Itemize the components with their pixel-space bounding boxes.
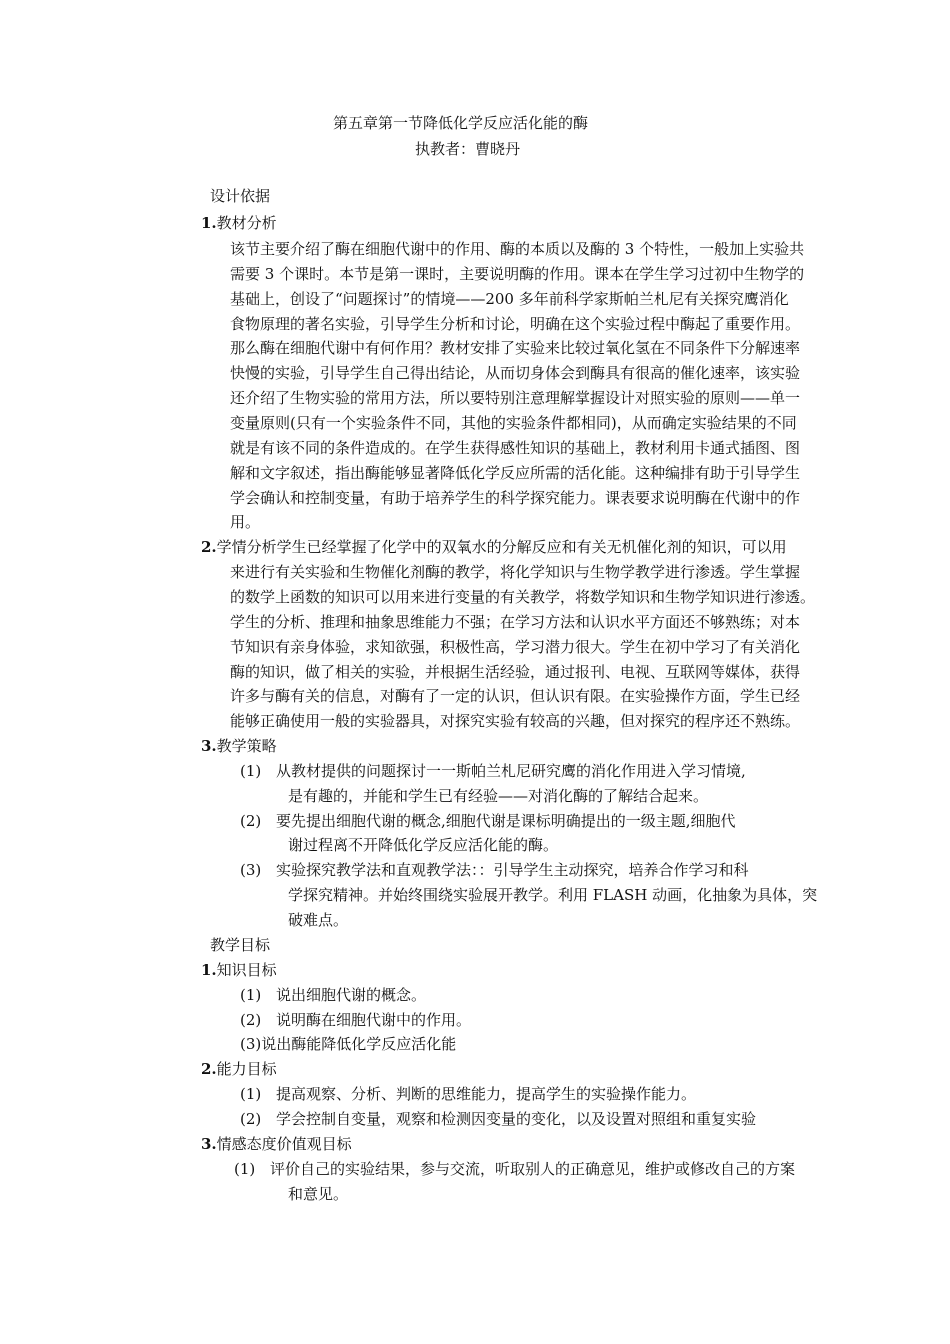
sub-item-text: 学会控制自变量，观察和检测因变量的变化，以及设置对照组和重复实验 <box>276 1110 757 1128</box>
item-number: 3. <box>201 1135 217 1153</box>
paragraph-line: 食物原理的著名实验，引导学生分析和讨论，明确在这个实验过程中酶起了重要作用。 <box>230 315 801 333</box>
document-title: 第五章第一节降低化学反应活化能的酶 <box>333 114 589 132</box>
sub-item-text: 评价自己的实验结果，参与交流，听取别人的正确意见，维护或修改自己的方案 <box>270 1160 796 1178</box>
sub-item-number: (1) <box>240 1085 262 1103</box>
sub-item-text: 是有趣的，并能和学生已有经验——对消化酶的了解结合起来。 <box>288 787 709 805</box>
item-heading-knowledge-objectives <box>201 960 277 980</box>
item-heading-ability-objectives <box>201 1059 277 1079</box>
item-number: 2. <box>201 1060 217 1078</box>
paragraph-line: 那么酶在细胞代谢中有何作用？教材安排了实验来比较过氧化氢在不同条件下分解速率 <box>230 339 801 357</box>
item-heading-learner-analysis <box>201 537 787 557</box>
item-number: 1. <box>201 214 217 232</box>
paragraph-line: 基础上，创设了“问题探讨”的情境——200 多年前科学家斯帕兰札尼有关探究鹰消化 <box>230 290 789 308</box>
paragraph-line: 来进行有关实验和生物催化剂酶的教学，将化学知识与生物学教学进行渗透。学生掌握 <box>230 563 801 581</box>
sub-item-text: 说明酶在细胞代谢中的作用。 <box>276 1011 472 1029</box>
sub-item-text: 破难点。 <box>288 911 349 929</box>
item-first-line: 学情分析学生已经掌握了化学中的双氧水的分解反应和有关无机催化剂的知识，可以用 <box>216 538 787 556</box>
item-title: 教学策略 <box>216 737 277 755</box>
paragraph-line: 用。 <box>230 513 261 531</box>
item-title: 情感态度价值观目标 <box>216 1135 352 1153</box>
paragraph-line: 酶的知识，做了相关的实验，并根据生活经验，通过报刊、电视、互联网等媒体，获得 <box>230 663 801 681</box>
sub-item-number: (3) <box>240 861 262 879</box>
sub-item-number: (2) <box>240 1110 262 1128</box>
section-heading-teaching-objectives: 教学目标 <box>210 936 271 954</box>
item-number: 3. <box>201 737 217 755</box>
sub-item-text: 实验探究教学法和直观教学法：：引导学生主动探究，培养合作学习和科 <box>276 861 749 879</box>
paragraph-line: 该节主要介绍了酶在细胞代谢中的作用、酶的本质以及酶的 3 个特性，一般加上实验共 <box>230 240 805 258</box>
paragraph-line: 学会确认和控制变量，有助于培养学生的科学探究能力。课表要求说明酶在代谢中的作 <box>230 489 801 507</box>
paragraph-line: 的数学上函数的知识可以用来进行变量的有关教学，将数学知识和生物学知识进行渗透。 <box>230 588 816 606</box>
sub-item-text: 学探究精神。并始终围绕实验展开教学。利用 FLASH 动画，化抽象为具体，突 <box>288 886 818 904</box>
sub-item-number: (2) <box>240 1011 262 1029</box>
paragraph-line: 还介绍了生物实验的常用方法，所以要特别注意理解掌握设计对照实验的原则——单一 <box>230 389 801 407</box>
paragraph-line: 许多与酶有关的信息，对酶有了一定的认识，但认识有限。在实验操作方面，学生已经 <box>230 687 801 705</box>
sub-item-text: 从教材提供的问题探讨一一斯帕兰札尼研究鹰的消化作用进入学习情境, <box>276 762 746 780</box>
item-title: 教材分析 <box>216 214 277 232</box>
paragraph-line: 学生的分析、推理和抽象思维能力不强；在学习方法和认识水平方面还不够熟练；对本 <box>230 613 801 631</box>
sub-item-text: 提高观察、分析、判断的思维能力，提高学生的实验操作能力。 <box>276 1085 697 1103</box>
teacher-name: 执教者：曹晓丹 <box>415 140 521 158</box>
item-heading-teaching-strategy <box>201 736 277 756</box>
sub-item-text: 要先提出细胞代谢的概念,细胞代谢是课标明确提出的一级主题,细胞代 <box>276 812 736 830</box>
sub-item-number: (1) <box>234 1160 256 1178</box>
sub-item-text: 谢过程离不开降低化学反应活化能的酶。 <box>288 836 559 854</box>
item-heading-textbook-analysis <box>201 213 277 233</box>
sub-item-text: 和意见。 <box>288 1185 349 1203</box>
item-title: 能力目标 <box>216 1060 277 1078</box>
item-number: 2. <box>201 538 217 556</box>
paragraph-line: 解和文字叙述，指出酶能够显著降低化学反应所需的活化能。这种编排有助于引导学生 <box>230 464 801 482</box>
item-title: 知识目标 <box>216 961 277 979</box>
sub-item-number: (2) <box>240 812 262 830</box>
paragraph-line: 节知识有亲身体验，求知欲强，积极性高，学习潜力很大。学生在初中学习了有关消化 <box>230 638 801 656</box>
sub-item-number: (1) <box>240 762 262 780</box>
sub-item-number: (1) <box>240 986 262 1004</box>
section-heading-design-basis: 设计依据 <box>210 187 271 205</box>
paragraph-line: 就是有该不同的条件造成的。在学生获得感性知识的基础上，教材利用卡通式插图、图 <box>230 439 801 457</box>
paragraph-line: 快慢的实验，引导学生自己得出结论，从而切身体会到酶具有很高的催化速率，该实验 <box>230 364 801 382</box>
sub-item-text: (3)说出酶能降低化学反应活化能 <box>240 1035 457 1053</box>
sub-item-text: 说出细胞代谢的概念。 <box>276 986 427 1004</box>
item-heading-affective-objectives <box>201 1134 352 1154</box>
paragraph-line: 能够正确使用一般的实验器具，对探究实验有较高的兴趣，但对探究的程序还不熟练。 <box>230 712 801 730</box>
paragraph-line: 变量原则(只有一个实验条件不同，其他的实验条件都相同)，从而确定实验结果的不同 <box>230 414 797 432</box>
item-number: 1. <box>201 961 217 979</box>
paragraph-line: 需要 3 个课时。本节是第一课时，主要说明酶的作用。课本在学生学习过初中生物学的 <box>230 265 805 283</box>
